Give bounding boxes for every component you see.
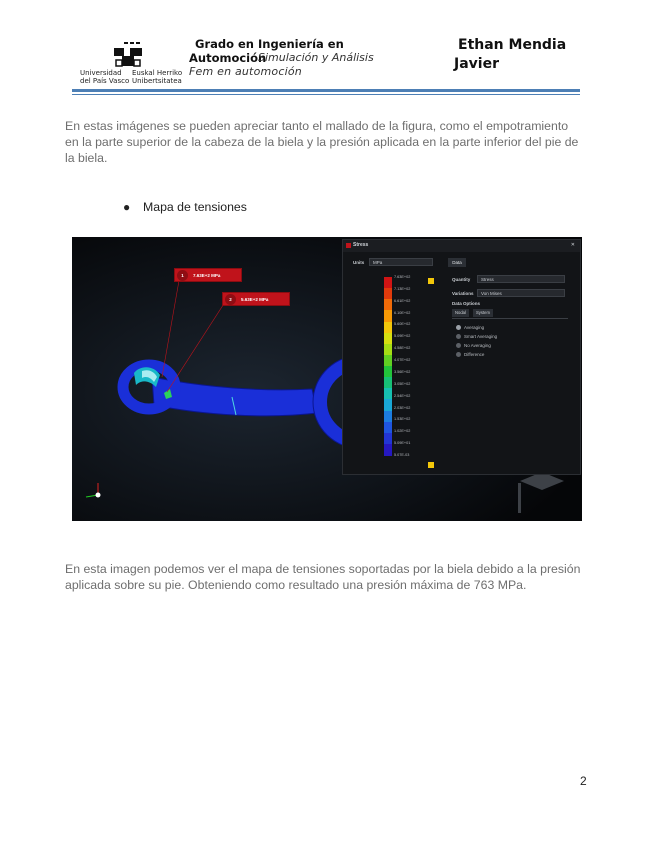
callout-number: 2 bbox=[225, 294, 236, 305]
legend-swatch bbox=[384, 366, 392, 378]
university-name-eu-line1: Euskal Herriko bbox=[132, 69, 183, 77]
close-icon[interactable]: ✕ bbox=[570, 242, 575, 248]
university-name-eu bbox=[132, 69, 182, 85]
legend-value: 5.07E-03 bbox=[394, 453, 410, 457]
radio-icon bbox=[456, 334, 461, 339]
bullet-stress-map: Mapa de tensiones bbox=[143, 200, 247, 214]
paragraph-mesh-description: En estas imágenes se pueden apreciar tanto el mallado de la figura, como el empotramiento en la parte superior de la cabeza de la biela y la presión aplicada en la parte inferior del pie de la biela. bbox=[65, 119, 579, 165]
university-name-es-line1: Universidad bbox=[80, 69, 122, 77]
legend-swatch bbox=[384, 444, 392, 456]
data-options-label: Data Options bbox=[452, 301, 481, 306]
legend-swatch bbox=[384, 433, 392, 445]
header-subject: Simulación y Análisis bbox=[258, 51, 374, 64]
legend-value: 1.53E+02 bbox=[394, 417, 411, 422]
legend-value: 1.02E+02 bbox=[394, 429, 411, 434]
legend-value: 4.58E+02 bbox=[394, 346, 411, 351]
subtab-system[interactable]: System bbox=[473, 309, 493, 317]
header-degree-automotive: Automoción bbox=[189, 51, 267, 65]
header-rule-thin bbox=[72, 94, 580, 95]
stress-icon bbox=[346, 243, 351, 248]
legend-swatch bbox=[384, 399, 392, 411]
legend-swatch bbox=[384, 344, 392, 356]
units-select[interactable]: MPa bbox=[369, 258, 433, 266]
legend-value: 5.09E+02 bbox=[394, 334, 411, 339]
legend-color-bar bbox=[384, 277, 392, 455]
header-rule-thick bbox=[72, 89, 580, 92]
header-subject-fem: Fem en automoción bbox=[189, 65, 302, 78]
legend-swatch bbox=[384, 422, 392, 434]
radio-label: Difference bbox=[464, 352, 485, 357]
legend-swatch bbox=[384, 377, 392, 389]
university-name-es-line2: del País Vasco bbox=[80, 77, 130, 85]
university-name-es bbox=[80, 69, 129, 85]
legend-swatch bbox=[384, 333, 392, 345]
callout-label: 5.63E+2 MPa bbox=[241, 297, 269, 302]
callout-secondary-stress bbox=[222, 292, 290, 306]
radio-label: Smart Averaging bbox=[464, 334, 498, 339]
legend-swatch bbox=[384, 388, 392, 400]
paragraph-stress-result: En esta imagen podemos ver el mapa de tensiones soportadas por la biela debido a la presión aplicada sobre su pie. Obteniendo como resultado una presión máxima de 763 MPa. bbox=[65, 562, 581, 592]
tab-data[interactable]: Data bbox=[448, 258, 466, 267]
legend-marker-bottom-icon bbox=[428, 462, 434, 468]
legend-value: 7.63E+02 bbox=[394, 275, 411, 279]
variations-label: Variations bbox=[452, 291, 474, 296]
radio-averaging[interactable] bbox=[456, 325, 484, 330]
legend-swatch bbox=[384, 299, 392, 311]
panel-title: Stress bbox=[353, 242, 369, 248]
legend-value: 4.07E+02 bbox=[394, 358, 411, 363]
legend-value: 5.09E+01 bbox=[394, 441, 411, 446]
legend-value: 3.56E+02 bbox=[394, 369, 411, 374]
legend-swatch bbox=[384, 277, 392, 289]
callout-max-stress bbox=[174, 268, 242, 282]
quantity-label: Quantity bbox=[452, 277, 471, 282]
legend-swatch bbox=[384, 355, 392, 367]
legend-value: 6.10E+02 bbox=[394, 310, 411, 315]
stress-panel bbox=[342, 239, 581, 475]
legend-value: 2.54E+02 bbox=[394, 393, 411, 398]
subtab-nodal[interactable]: Nodal bbox=[452, 309, 469, 317]
subtab-divider bbox=[452, 318, 568, 319]
page-number: 2 bbox=[580, 774, 587, 788]
callout-label: 7.63E+2 MPa bbox=[193, 273, 221, 278]
variations-select[interactable]: Von Mises bbox=[477, 289, 565, 297]
radio-difference[interactable] bbox=[456, 352, 484, 357]
radio-icon bbox=[456, 343, 461, 348]
radio-no-averaging[interactable] bbox=[456, 343, 491, 348]
bullet-icon: ● bbox=[123, 200, 131, 214]
units-label: Units bbox=[353, 260, 365, 265]
legend-swatch bbox=[384, 322, 392, 334]
radio-icon bbox=[456, 352, 461, 357]
radio-label: No Averaging bbox=[464, 343, 491, 348]
university-name-eu-line2: Unibertsitatea bbox=[132, 77, 182, 85]
radio-selected-icon bbox=[456, 325, 461, 330]
stress-map-figure bbox=[72, 237, 582, 521]
quantity-select[interactable]: Stress bbox=[477, 275, 565, 283]
legend-swatch bbox=[384, 411, 392, 423]
legend-value: 6.61E+02 bbox=[394, 298, 411, 303]
radio-smart-averaging[interactable] bbox=[456, 334, 497, 339]
radio-label: Averaging bbox=[464, 325, 485, 330]
legend-value: 2.03E+02 bbox=[394, 405, 411, 410]
author-surname: Javier bbox=[454, 56, 499, 72]
callout-number: 1 bbox=[177, 270, 188, 281]
author-name: Ethan Mendia bbox=[458, 37, 567, 53]
legend-value: 5.60E+02 bbox=[394, 322, 411, 327]
legend-swatch bbox=[384, 310, 392, 322]
legend-marker-top-icon bbox=[428, 278, 434, 284]
panel-title-bar bbox=[343, 240, 580, 252]
legend-swatch bbox=[384, 288, 392, 300]
legend-value: 7.13E+02 bbox=[394, 286, 411, 291]
legend-value: 3.05E+02 bbox=[394, 381, 411, 386]
header-degree: Grado en Ingeniería en bbox=[195, 37, 344, 51]
